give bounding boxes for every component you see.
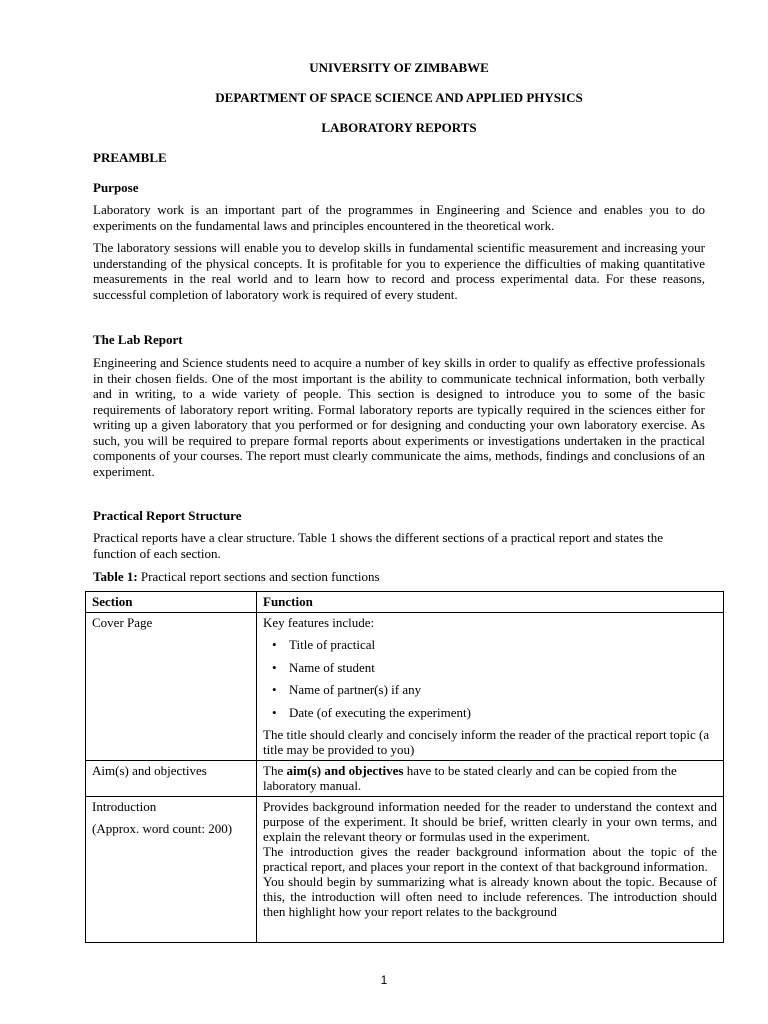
bullet-text: Name of partner(s) if any — [289, 682, 422, 697]
introduction-paragraph-2: The introduction gives the reader background information about the topic of the practical report, and places your report in the context of that background information. — [263, 844, 717, 874]
key-features-list — [263, 637, 717, 720]
introduction-paragraph-1: Provides background information needed for the reader to understand the context and purpose of the experiment. It should be brief, written clearly in your own terms, and explain the relevant theory or formulas used in the experiment. — [263, 799, 717, 844]
lab-report-paragraph: Engineering and Science students need to acquire a number of key skills in order to qualify as effective professionals in their chosen fields. One of the most important is the ability to communicate technical information, both verbally and in writing, to a wide variety of people. This section is designed to introduce you to some of the basic requirements of laboratory report writing. Formal laboratory reports are typically required in the sciences either for writing up a given laboratory that you performed or for designing and conducting your own laboratory exercise. As such, you will be required to prepare formal reports about experiments or investigations undertaken in the practical components of your courses. The report must clearly communicate the aims, methods, findings and conclusions of an experiment. — [93, 355, 705, 479]
preamble-heading: PREAMBLE — [93, 150, 167, 165]
list-item — [263, 637, 717, 652]
introduction-word-count: (Approx. word count: 200) — [92, 821, 233, 836]
list-item — [263, 682, 717, 697]
cover-page-section: Cover Page — [86, 613, 257, 761]
structure-heading: Practical Report Structure — [93, 508, 242, 523]
table-header-row — [86, 592, 724, 613]
header-function: Function — [257, 592, 724, 613]
purpose-heading: Purpose — [93, 180, 139, 195]
structure-intro-paragraph: Practical reports have a clear structure. Table 1 shows the different sections of a practical report and states the function of each section. — [93, 530, 664, 561]
report-structure-table — [85, 591, 724, 943]
table-caption — [93, 569, 705, 585]
cover-page-note: The title should clearly and concisely inform the reader of the practical report topic (a title may be provided to you) — [263, 727, 710, 757]
introduction-function — [257, 797, 724, 943]
table-caption-text: Practical report sections and section functions — [137, 569, 380, 584]
aims-text-post: have to be stated clearly and can be copied from the laboratory manual. — [263, 763, 677, 793]
aims-text-pre: The — [263, 763, 287, 778]
table-row-introduction — [86, 797, 724, 943]
lab-report-heading: The Lab Report — [93, 332, 183, 347]
introduction-label: Introduction — [92, 799, 157, 814]
page-number: 1 — [380, 973, 388, 987]
cover-page-function — [257, 613, 724, 761]
bullet-text: Title of practical — [289, 637, 376, 652]
document-title: LABORATORY REPORTS — [321, 120, 477, 135]
introduction-section — [86, 797, 257, 943]
aims-text-bold: aim(s) and objectives — [286, 763, 404, 778]
department-title: DEPARTMENT OF SPACE SCIENCE AND APPLIED PHYSICS — [215, 90, 583, 105]
purpose-paragraph-2: The laboratory sessions will enable you to develop skills in fundamental scientific measurement and increasing your understanding of the physical concepts. It is profitable for you to experience the difficulties of making quantitative measurements in the real world and to learn how to record and process experimental data. For these reasons, successful completion of laboratory work is required of every student. — [93, 240, 705, 302]
list-item — [263, 660, 717, 675]
aims-section: Aim(s) and objectives — [86, 761, 257, 797]
bullet-dot-icon: • — [272, 637, 277, 652]
table-row-cover-page — [86, 613, 724, 761]
bullet-dot-icon: • — [272, 659, 277, 675]
university-title: UNIVERSITY OF ZIMBABWE — [309, 60, 489, 75]
bullet-dot-icon: • — [272, 682, 277, 697]
list-item — [263, 705, 717, 720]
aims-function — [257, 761, 724, 797]
introduction-paragraph-3: You should begin by summarizing what is already known about the topic. Because of this, the introduction will often need to include references. The introduction should then highlight how your report relates to the background — [263, 874, 717, 919]
key-features-label: Key features include: — [263, 615, 375, 630]
purpose-paragraph-1: Laboratory work is an important part of the programmes in Engineering and Science and enables you to do experiments on the fundamental laws and principles encountered in the theoretical work. — [93, 202, 705, 233]
header-section: Section — [86, 592, 257, 613]
bullet-text: Name of student — [289, 659, 375, 675]
bullet-dot-icon: • — [272, 704, 277, 720]
table-row-aims — [86, 761, 724, 797]
table-caption-label: Table 1: — [93, 569, 138, 584]
bullet-text: Date (of executing the experiment) — [289, 704, 471, 720]
